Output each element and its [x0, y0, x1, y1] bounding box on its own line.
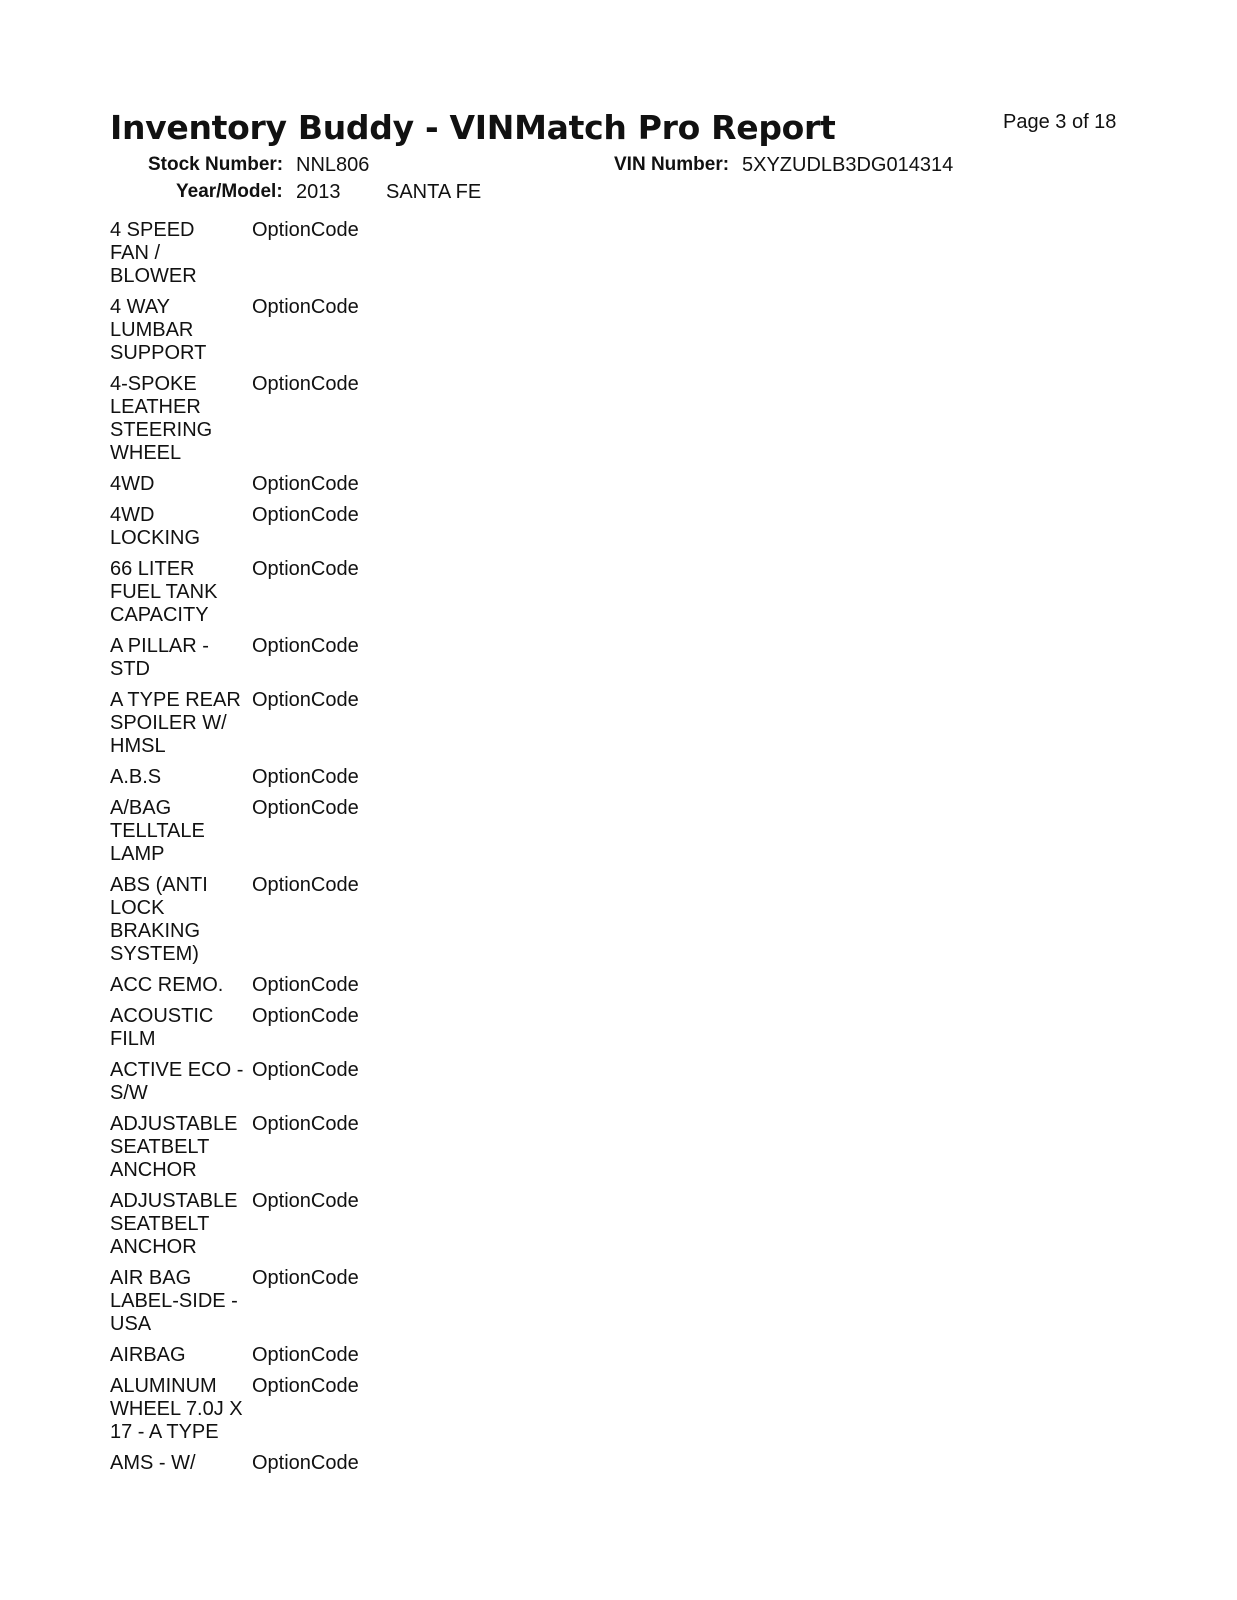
option-name-line: S/W — [110, 1082, 148, 1104]
option-name — [110, 635, 252, 681]
option-code: OptionCode — [252, 766, 359, 788]
option-name — [110, 1344, 252, 1367]
option-name — [110, 1375, 252, 1444]
option-name-line: FAN / — [110, 242, 161, 264]
option-name-line: 4WD — [110, 473, 155, 495]
option-name-line: BLOWER — [110, 265, 197, 287]
option-name-line: A PILLAR - — [110, 635, 209, 657]
option-row — [110, 1375, 359, 1444]
option-row — [110, 1059, 359, 1105]
option-name-line: SEATBELT — [110, 1213, 210, 1235]
option-name-line: LEATHER — [110, 396, 201, 418]
option-code: OptionCode — [252, 473, 359, 495]
option-name-line: 66 LITER — [110, 558, 195, 580]
option-name-line: 4-SPOKE — [110, 373, 197, 395]
option-code: OptionCode — [252, 1344, 359, 1366]
option-name-line: FUEL TANK — [110, 581, 218, 603]
year-model-label: Year/Model: — [176, 181, 283, 202]
option-code: OptionCode — [252, 797, 359, 819]
option-name-line: USA — [110, 1313, 152, 1335]
option-row — [110, 296, 359, 365]
option-row — [110, 219, 359, 288]
option-name-line: 17 - A TYPE — [110, 1421, 219, 1443]
option-name — [110, 797, 252, 866]
model-value: SANTA FE — [386, 181, 482, 203]
option-code: OptionCode — [252, 1267, 359, 1289]
option-name-line: A.B.S — [110, 766, 162, 788]
option-name — [110, 689, 252, 758]
option-row — [110, 558, 359, 627]
option-name-line: ACTIVE ECO - — [110, 1059, 244, 1081]
option-name-line: WHEEL 7.0J X — [110, 1398, 243, 1420]
option-name-line: ACOUSTIC — [110, 1005, 214, 1027]
option-name-line: LOCKING — [110, 527, 201, 549]
option-name-line: HMSL — [110, 735, 166, 757]
option-name — [110, 296, 252, 365]
option-code: OptionCode — [252, 1113, 359, 1135]
option-row — [110, 635, 359, 681]
option-row — [110, 689, 359, 758]
option-row — [110, 974, 359, 997]
year-value: 2013 — [296, 181, 341, 203]
option-row — [110, 1344, 359, 1367]
page-number: Page 3 of 18 — [1003, 111, 1117, 133]
option-name — [110, 1190, 252, 1259]
report-title: Inventory Buddy - VINMatch Pro Report — [110, 108, 836, 147]
option-row — [110, 1113, 359, 1182]
option-code: OptionCode — [252, 504, 359, 526]
option-name-line: A/BAG — [110, 797, 172, 819]
vin-number-label: VIN Number: — [614, 154, 730, 175]
option-name-line: ADJUSTABLE — [110, 1113, 238, 1135]
option-name-line: AIR BAG — [110, 1267, 192, 1289]
option-name — [110, 1113, 252, 1182]
option-row — [110, 1452, 359, 1475]
option-name — [110, 473, 252, 496]
option-name — [110, 1452, 252, 1475]
option-name — [110, 373, 252, 465]
option-code: OptionCode — [252, 689, 359, 711]
option-name-line: ACC REMO. — [110, 974, 224, 996]
option-name-line: LAMP — [110, 843, 165, 865]
option-name-line: ABS (ANTI — [110, 874, 208, 896]
option-name-line: ADJUSTABLE — [110, 1190, 238, 1212]
option-code: OptionCode — [252, 558, 359, 580]
option-name — [110, 874, 252, 966]
option-name-line: STD — [110, 658, 150, 680]
option-name-line: LOCK — [110, 897, 165, 919]
option-name-line: FILM — [110, 1028, 156, 1050]
option-code: OptionCode — [252, 1452, 359, 1474]
option-code: OptionCode — [252, 974, 359, 996]
option-name — [110, 219, 252, 288]
option-name-line: TELLTALE — [110, 820, 205, 842]
option-code: OptionCode — [252, 1375, 359, 1397]
option-code: OptionCode — [252, 1005, 359, 1027]
option-name-line: 4WD — [110, 504, 155, 526]
option-name-line: BRAKING — [110, 920, 201, 942]
stock-number-label: Stock Number: — [148, 154, 284, 175]
option-name-line: AMS - W/ — [110, 1452, 196, 1474]
option-name-line: ALUMINUM — [110, 1375, 217, 1397]
option-name — [110, 1059, 252, 1105]
option-row — [110, 1005, 359, 1051]
option-row — [110, 797, 359, 866]
option-row — [110, 504, 359, 550]
option-name — [110, 504, 252, 550]
option-row — [110, 473, 359, 496]
option-name-line: AIRBAG — [110, 1344, 186, 1366]
option-name-line: LABEL-SIDE - — [110, 1290, 238, 1312]
option-list — [110, 219, 359, 1483]
vin-number-value: 5XYZUDLB3DG014314 — [742, 154, 954, 176]
option-code: OptionCode — [252, 1059, 359, 1081]
option-name — [110, 1267, 252, 1336]
option-name-line: ANCHOR — [110, 1159, 197, 1181]
option-code: OptionCode — [252, 635, 359, 657]
option-code: OptionCode — [252, 296, 359, 318]
option-name — [110, 766, 252, 789]
option-name — [110, 974, 252, 997]
option-name-line: SYSTEM) — [110, 943, 199, 965]
option-row — [110, 373, 359, 465]
option-name-line: 4 SPEED — [110, 219, 195, 241]
option-name-line: A TYPE REAR — [110, 689, 241, 711]
option-row — [110, 1267, 359, 1336]
option-code: OptionCode — [252, 219, 359, 241]
option-name-line: STEERING — [110, 419, 213, 441]
option-name-line: SEATBELT — [110, 1136, 210, 1158]
option-name-line: ANCHOR — [110, 1236, 197, 1258]
option-name-line: LUMBAR — [110, 319, 194, 341]
option-name-line: 4 WAY — [110, 296, 171, 318]
option-name-line: SPOILER W/ — [110, 712, 227, 734]
option-row — [110, 874, 359, 966]
option-name — [110, 558, 252, 627]
option-row — [110, 1190, 359, 1259]
option-name-line: WHEEL — [110, 442, 182, 464]
option-name-line: CAPACITY — [110, 604, 209, 626]
option-code: OptionCode — [252, 874, 359, 896]
option-code: OptionCode — [252, 1190, 359, 1212]
option-name — [110, 1005, 252, 1051]
stock-number-value: NNL806 — [296, 154, 370, 176]
option-row — [110, 766, 359, 789]
option-code: OptionCode — [252, 373, 359, 395]
option-name-line: SUPPORT — [110, 342, 207, 364]
